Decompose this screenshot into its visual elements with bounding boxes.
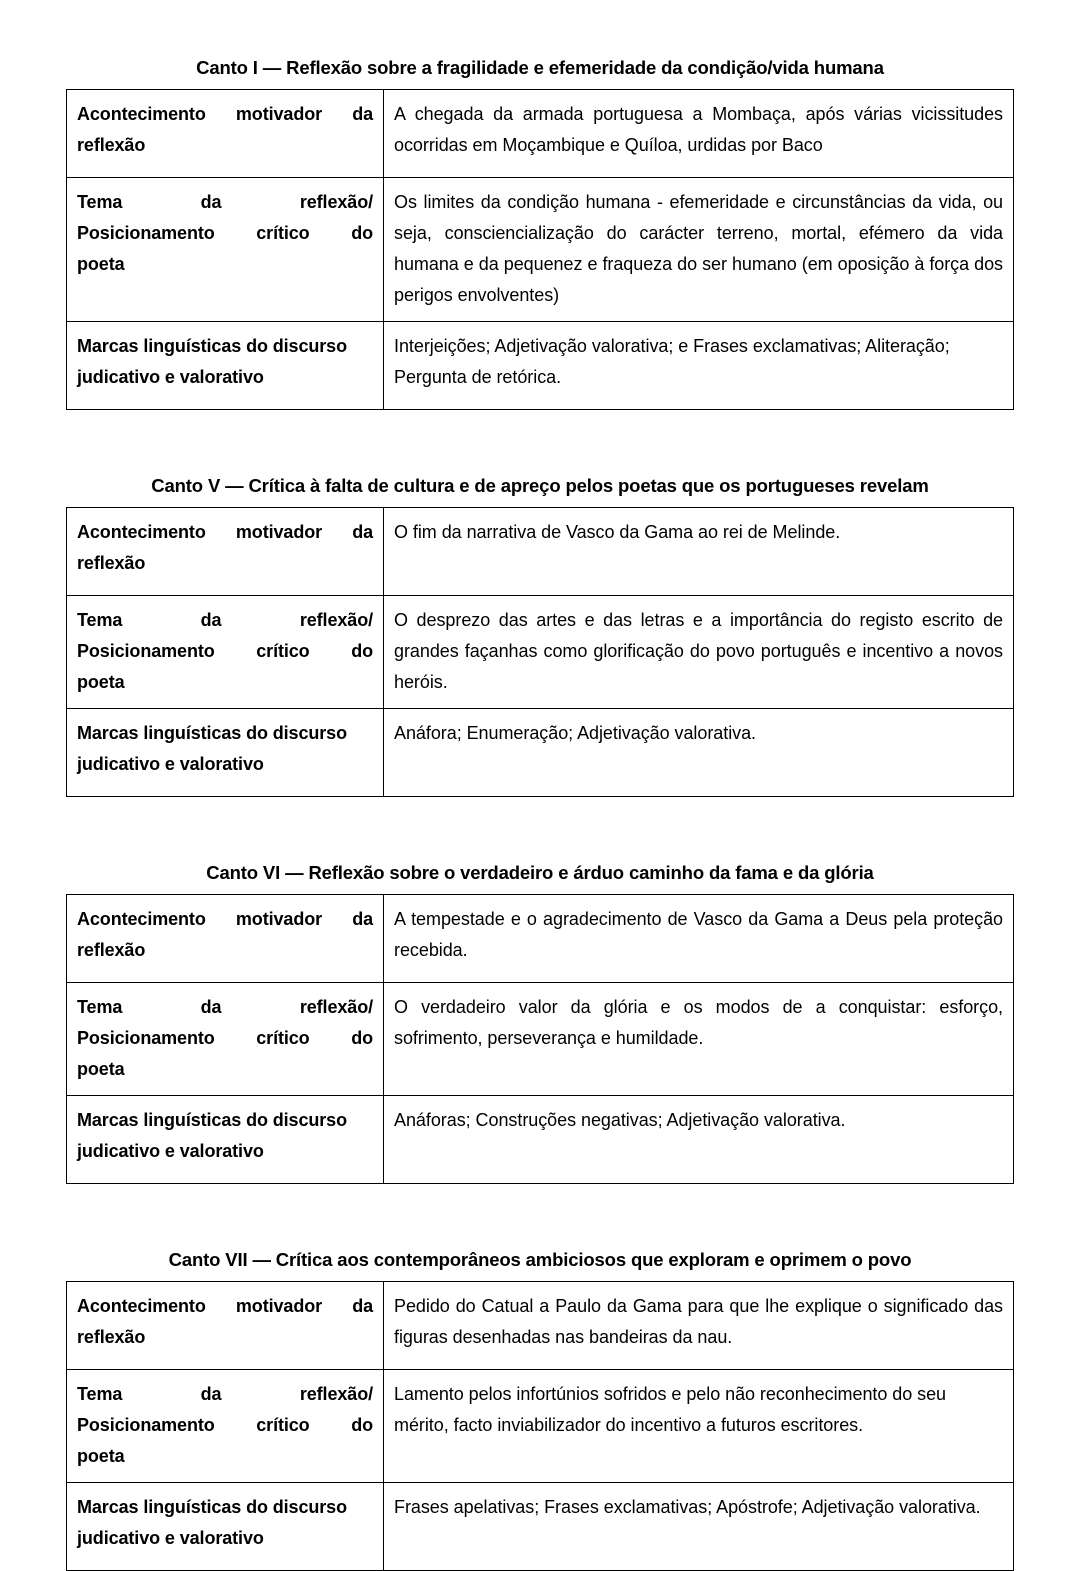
row-label-cell xyxy=(67,1095,384,1183)
table-row xyxy=(67,1482,1014,1570)
label-line: Posicionamento crítico do xyxy=(77,641,373,662)
label-line: poeta xyxy=(77,1445,125,1466)
label-line: Acontecimento motivador da xyxy=(77,909,373,930)
table-row xyxy=(67,895,1014,983)
label-line: Acontecimento motivador da xyxy=(77,1296,373,1317)
table-row xyxy=(67,90,1014,178)
canto-section xyxy=(66,56,1014,410)
row-label-cell xyxy=(67,1482,384,1570)
row-value-cell: O fim da narrativa de Vasco da Gama ao rei de Melinde. xyxy=(384,508,1014,596)
top-margin xyxy=(0,0,1080,56)
label-line: reflexão xyxy=(77,553,146,574)
title-table-gap xyxy=(66,1271,1014,1281)
row-label-cell xyxy=(67,90,384,178)
row-label-cell xyxy=(67,508,384,596)
table-row xyxy=(67,596,1014,709)
row-value-cell: A tempestade e o agradecimento de Vasco da Gama a Deus pela proteção recebida. xyxy=(384,895,1014,983)
section-gap xyxy=(0,797,1080,861)
label-line: Marcas linguísticas do discurso xyxy=(77,1496,347,1517)
label-line: Tema da reflexão/ xyxy=(77,610,373,631)
label-line: Posicionamento crítico do xyxy=(77,223,373,244)
row-label-cell xyxy=(67,321,384,409)
label-line: Acontecimento motivador da xyxy=(77,104,373,125)
table-row xyxy=(67,1282,1014,1370)
section-gap xyxy=(0,1184,1080,1248)
table-row xyxy=(67,508,1014,596)
label-line: judicativo e valorativo xyxy=(77,366,264,387)
label-line: poeta xyxy=(77,254,125,275)
canto-section xyxy=(66,861,1014,1184)
row-label-cell xyxy=(67,1282,384,1370)
row-value-cell: Os limites da condição humana - efemeridade e circunstâncias da vida, ou seja, consciencialização do carácter terreno, mortal, efémero da vida humana e da pequenez e fraqueza do ser humano (em oposição à força dos perigos envolventes) xyxy=(384,178,1014,322)
table-row xyxy=(67,708,1014,796)
canto-table xyxy=(66,89,1014,410)
row-label-cell xyxy=(67,708,384,796)
canto-title: Canto I — Reflexão sobre a fragilidade e efemeridade da condição/vida humana xyxy=(196,57,884,78)
row-label-cell xyxy=(67,895,384,983)
row-value-cell: Interjeições; Adjetivação valorativa; e Frases exclamativas; Aliteração; Pergunta de retórica. xyxy=(384,321,1014,409)
row-label-cell xyxy=(67,1370,384,1483)
row-value-cell: O verdadeiro valor da glória e os modos de a conquistar: esforço, sofrimento, perseverança e humildade. xyxy=(384,983,1014,1096)
row-value-cell: Frases apelativas; Frases exclamativas; Apóstrofe; Adjetivação valorativa. xyxy=(384,1482,1014,1570)
label-line: judicativo e valorativo xyxy=(77,753,264,774)
row-value-cell: Anáfora; Enumeração; Adjetivação valorativa. xyxy=(384,708,1014,796)
row-label-cell xyxy=(67,983,384,1096)
label-line: judicativo e valorativo xyxy=(77,1140,264,1161)
canto-table xyxy=(66,1281,1014,1571)
table-row xyxy=(67,178,1014,322)
table-row xyxy=(67,1095,1014,1183)
label-line: poeta xyxy=(77,671,125,692)
row-value-cell: A chegada da armada portuguesa a Mombaça, após várias vicissitudes ocorridas em Moçambique e Quíloa, urdidas por Baco xyxy=(384,90,1014,178)
canto-table xyxy=(66,894,1014,1184)
label-line: Posicionamento crítico do xyxy=(77,1414,373,1435)
label-line: Marcas linguísticas do discurso xyxy=(77,722,347,743)
table-row xyxy=(67,321,1014,409)
canto-table xyxy=(66,507,1014,797)
canto-section xyxy=(66,474,1014,797)
label-line: Marcas linguísticas do discurso xyxy=(77,335,347,356)
label-line: Posicionamento crítico do xyxy=(77,1028,373,1048)
label-line: Tema da reflexão/ xyxy=(77,997,373,1018)
table-row xyxy=(67,983,1014,1096)
label-line: reflexão xyxy=(77,940,146,960)
row-value-cell: O desprezo das artes e das letras e a importância do registo escrito de grandes façanhas como glorificação do povo português e incentivo a novos heróis. xyxy=(384,596,1014,709)
row-label-cell xyxy=(67,178,384,322)
canto-title: Canto VII — Crítica aos contemporâneos ambiciosos que exploram e oprimem o povo xyxy=(168,1248,912,1270)
label-line: Marcas linguísticas do discurso xyxy=(77,1109,347,1130)
table-row xyxy=(67,1370,1014,1483)
row-label-cell xyxy=(67,596,384,709)
canto-title: Canto V — Crítica à falta de cultura e de apreço pelos poetas que os portugueses revelam xyxy=(151,474,929,496)
label-line: reflexão xyxy=(77,1326,146,1347)
title-table-gap xyxy=(66,884,1014,894)
label-line: poeta xyxy=(77,1058,125,1079)
canto-section xyxy=(66,1248,1014,1571)
label-line: judicativo e valorativo xyxy=(77,1527,264,1548)
row-value-cell: Pedido do Catual a Paulo da Gama para que lhe explique o significado das figuras desenhadas nas bandeiras da nau. xyxy=(384,1282,1014,1370)
label-line: Tema da reflexão/ xyxy=(77,1384,373,1405)
canto-title: Canto VI — Reflexão sobre o verdadeiro e árduo caminho da fama e da glória xyxy=(206,861,874,883)
label-line: Acontecimento motivador da xyxy=(77,522,373,543)
row-value-cell: Anáforas; Construções negativas; Adjetivação valorativa. xyxy=(384,1095,1014,1183)
title-table-gap xyxy=(66,79,1014,89)
label-line: Tema da reflexão/ xyxy=(77,192,373,213)
label-line: reflexão xyxy=(77,135,146,156)
title-table-gap xyxy=(66,497,1014,507)
row-value-cell: Lamento pelos infortúnios sofridos e pelo não reconhecimento do seu mérito, facto inviabilizador do incentivo a futuros escritores. xyxy=(384,1370,1014,1483)
section-gap xyxy=(0,410,1080,474)
